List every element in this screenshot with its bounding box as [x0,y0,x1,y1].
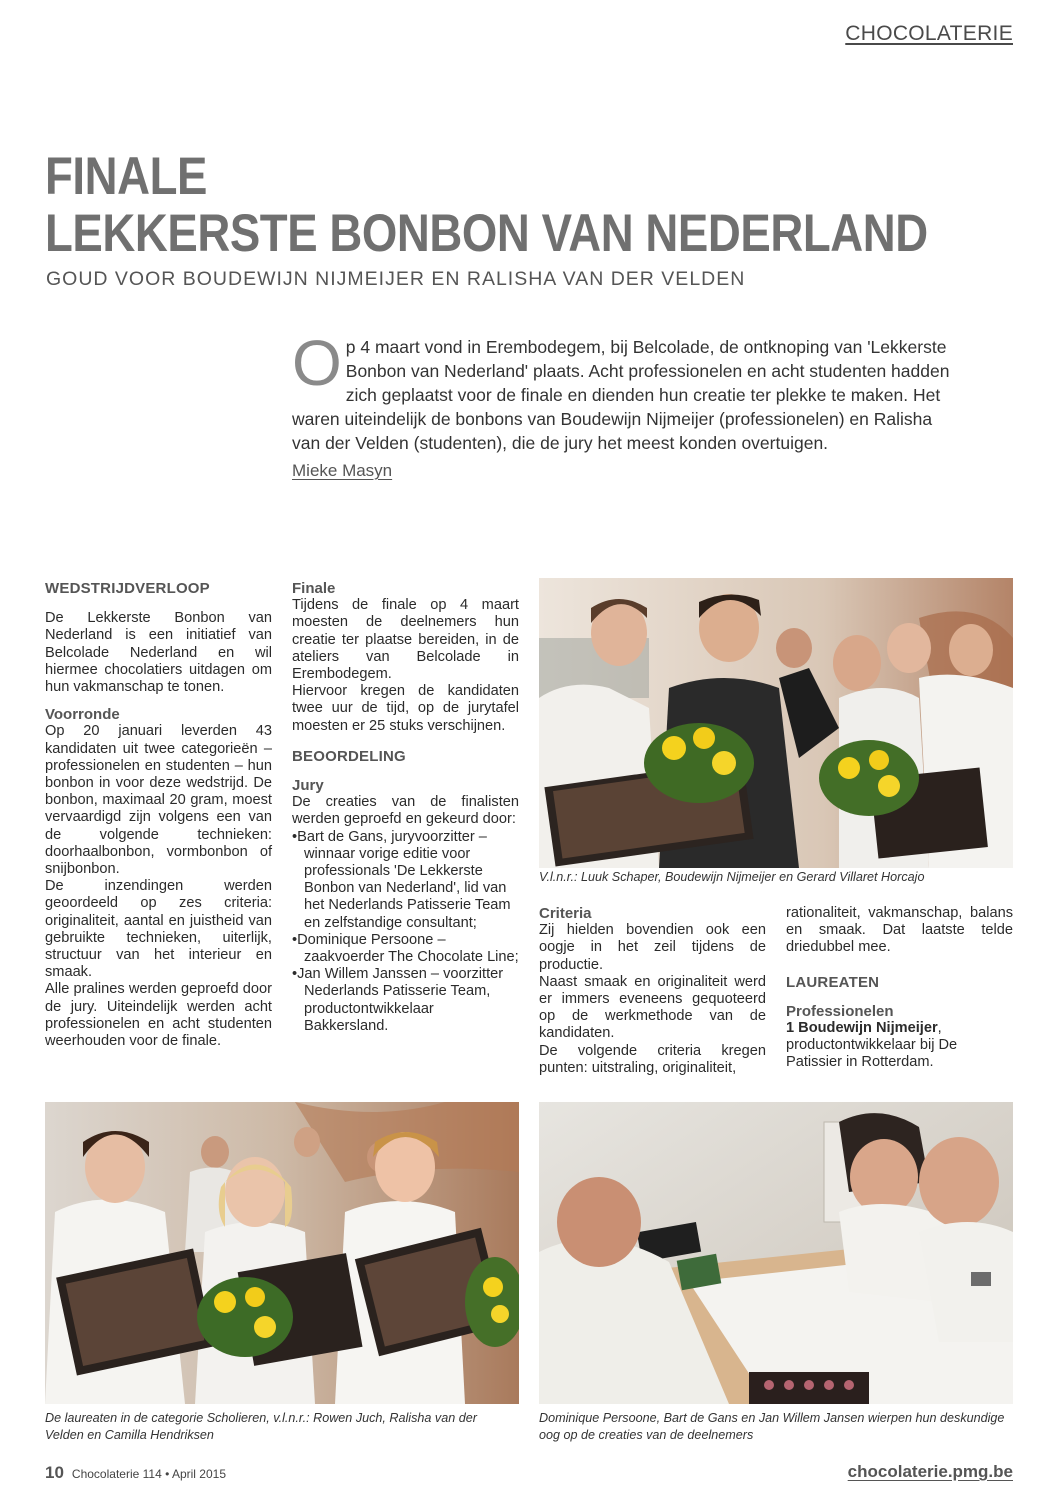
title-line-2: LEKKERSTE BONBON VAN NEDERLAND [45,204,928,263]
col1-paragraph-intro: De Lekkerste Bonbon van Nederland is een initiatief van Belcolade Nederland en wil hiermee chocolatiers uitdagen om hun vakmanschap te tonen. [45,610,272,696]
photo-jury-tasting [539,1102,1013,1404]
website-link[interactable]: chocolaterie.pmg.be [847,1462,1013,1481]
photo-student-laureates [45,1102,519,1404]
column-4 [786,905,1013,1072]
section-tag: CHOCOLATERIE [845,22,1013,45]
subheading-jury: Jury [292,777,324,795]
jury-list [292,829,519,1035]
col1-paragraph-criteria: De inzendingen werden geoordeeld op zes criteria: originaliteit, aantal en juistheid van gebruikte technieken, uiterlijk, structuur van het interieur en smaak. [45,878,272,981]
subheading-voorronde: Voorronde [45,706,120,724]
jury-item: •Dominique Persoone – zaakvoerder The Chocolate Line; [292,931,519,966]
column-2 [292,580,519,1035]
winner-name: 1 Boudewijn Nijmeijer [786,1020,938,1037]
intro-text: p 4 maart vond in Erembodegem, bij Belcolade, de ontknoping van 'Lekkerste Bonbon van Nederland' plaats. Acht professionelen en acht studenten hadden zich geplaatst voor de finale en dienden hun creatie ter plekke te maken. Het waren uiteindelijk de bonbons van Boudewijn Nijmeijer (professionelen) en Ralisha van der Velden (studenten), die de jury het meest konden overtuigen. [292,337,950,453]
col1-paragraph-voorronde: Op 20 januari leverden 43 kandidaten uit twee categorieën – professionelen en studenten – hun bonbon in voor deze wedstrijd. De bonbon, maximaal 20 gram, moest vervaardigd zijn volgens een van de volgende technieken: doorhaalbonbon, vormbonbon of snijbonbon. [45,723,272,878]
author-byline: Mieke Masyn [292,461,393,480]
column-3 [539,905,766,1077]
column-1 [45,580,272,1050]
title-line-1: FINALE [45,147,208,206]
drop-cap: O [292,327,342,399]
subheading-criteria: Criteria [539,905,592,922]
col1-paragraph-selection: Alle pralines werden geproefd door de jury. Uiteindelijk werden acht professionelen en acht studenten weerhouden voor de finale. [45,981,272,1050]
col3-paragraph-3: De volgende criteria kregen punten: uitstraling, originaliteit, [539,1042,766,1076]
col2-paragraph-time: Hiervoor kregen de kandidaten twee uur de tijd, op de jurytafel moesten er 25 stuks verschijnen. [292,683,519,734]
caption-top-photo: V.l.n.r.: Luuk Schaper, Boudewijn Nijmeijer en Gerard Villaret Horcajo [539,870,925,884]
page-footer-left [45,1463,226,1483]
heading-laureaten: LAUREATEN [786,973,880,991]
winner-description: , productontwikkelaar bij De Patissier in Rotterdam. [786,1020,958,1071]
jury-item: •Jan Willem Janssen – voorzitter Nederlands Patisserie Team, productontwikkelaar Bakkersland. [292,966,504,1034]
page-number: 10 [45,1463,64,1482]
heading-wedstrijdverloop: WEDSTRIJDVERLOOP [45,580,210,597]
col3-paragraph-1: Zij hielden bovendien ook een oogje in het zeil tijdens de productie. [539,922,766,973]
heading-beoordeling: BEOORDELING [292,747,406,765]
col2-paragraph-finale: Tijdens de finale op 4 maart moesten de deelnemers hun creatie ter plaatse bereiden, in de ateliers van Belcolade in Erembodegem. [292,597,519,683]
caption-bottom-right-photo: Dominique Persoone, Bart de Gans en Jan Willem Jansen wierpen hun deskundige oog op de creaties van de deelnemers [539,1411,1005,1442]
col4-paragraph-1: rationaliteit, vakmanschap, balans en smaak. Dat laatste telde driedubbel mee. [786,905,1013,956]
jury-item: •Bart de Gans, juryvoorzitter – winnaar vorige editie voor professionals 'De Lekkerste Bonbon van Nederland', lid van het Nederlands Patisserie Team en zelfstandige consultant; [292,828,511,931]
col3-paragraph-2: Naast smaak en originaliteit werd er immers eveneens gequoteerd op de werkmethode van de kandidaten. [539,973,766,1042]
article-subtitle: GOUD VOOR BOUDEWIJN NIJMEIJER EN RALISHA VAN DER VELDEN [46,268,746,290]
winner-entry [786,1020,1013,1072]
subheading-finale: Finale [292,580,336,597]
article-title [45,148,928,262]
col2-paragraph-jury: De creaties van de finalisten werden geproefd en gekeurd door: [292,794,519,828]
subheading-professionelen: Professionelen [786,1002,894,1020]
photo-winners-professionals [539,578,1013,868]
caption-bottom-left-photo: De laureaten in de categorie Scholieren, v.l.n.r.: Rowen Juch, Ralisha van der Velden en Camilla Hendriksen [45,1411,477,1442]
issue-info: Chocolaterie 114 • April 2015 [71,1467,226,1481]
intro-paragraph [292,327,952,455]
